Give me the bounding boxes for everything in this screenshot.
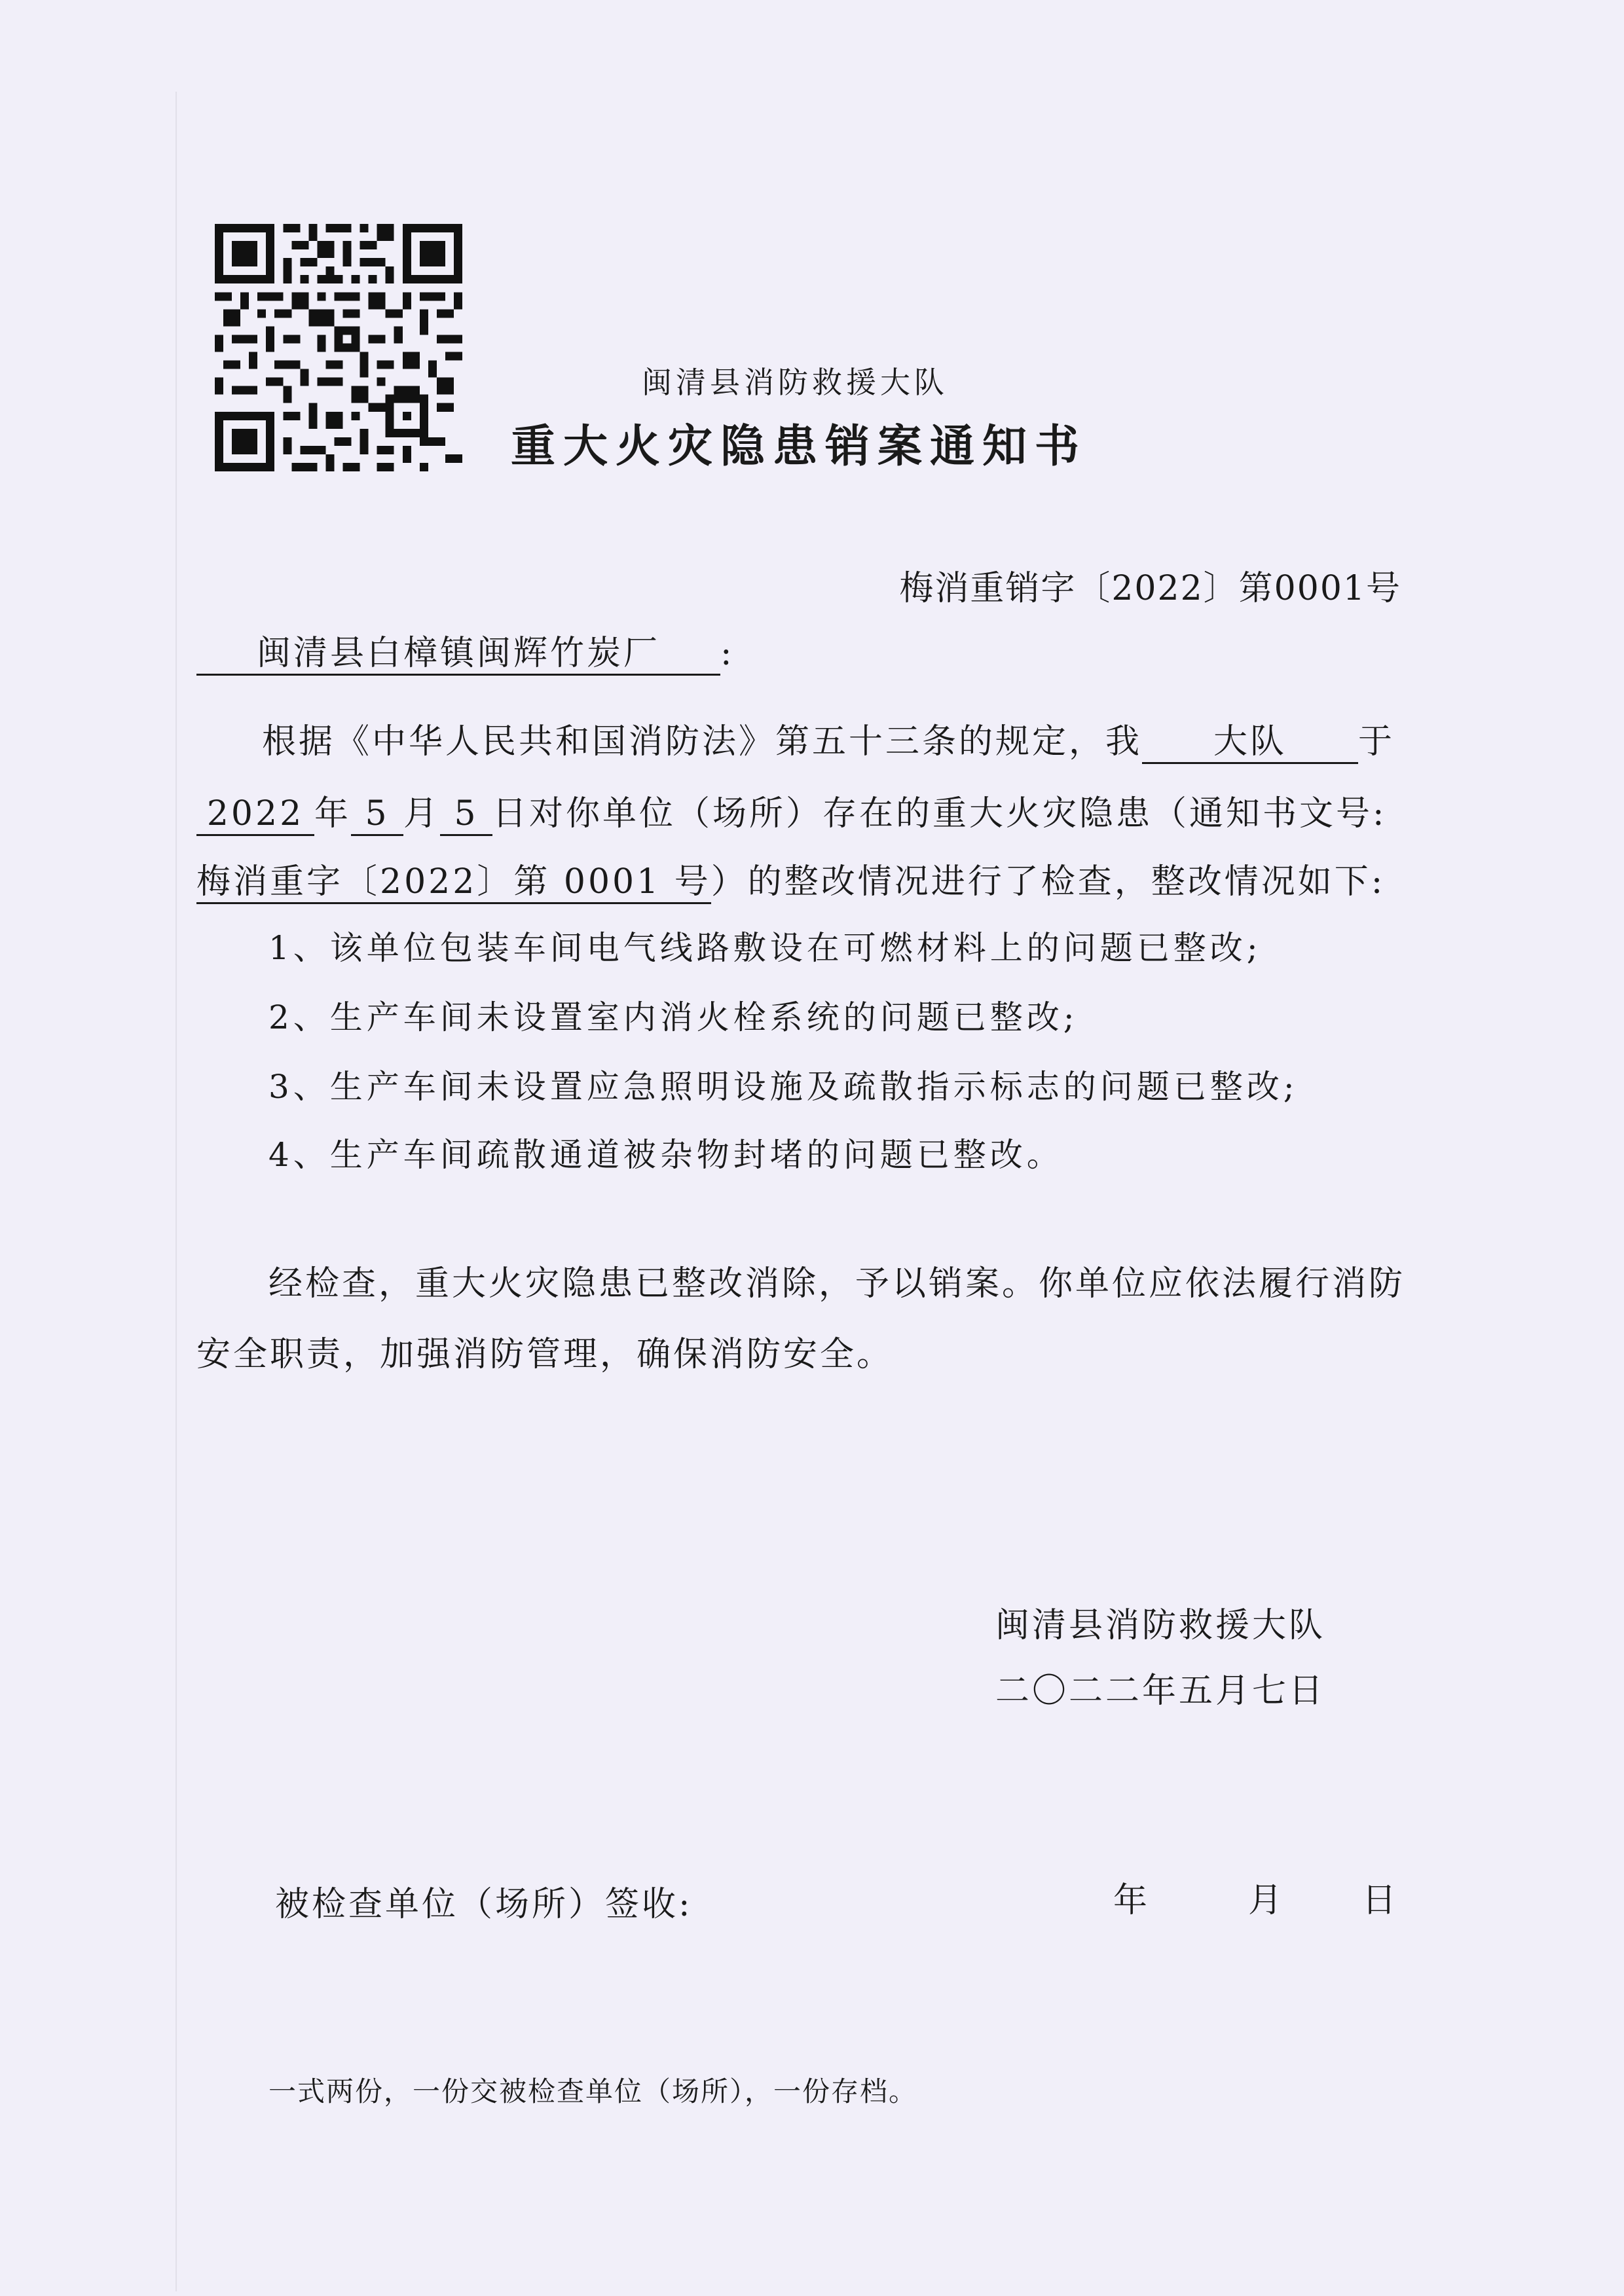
month-field: 5 (351, 795, 403, 836)
addressee-name: 闽清县白樟镇闽辉竹炭厂 (196, 634, 720, 676)
body-paragraph-line-1 (262, 714, 1395, 764)
document-number: 梅消重销字〔2022〕第0001号 (899, 569, 1401, 608)
list-item: 3、生产车间未设置应急照明设施及疏散指示标志的问题已整改; (268, 1068, 1299, 1106)
body-text-3: ）的整改情况进行了检查，整改情况如下: (710, 862, 1386, 902)
list-item: 2、生产车间未设置室内消火栓系统的问题已整改; (268, 998, 1079, 1036)
list-item: 1、该单位包装车间电气线路敷设在可燃材料上的问题已整改; (268, 929, 1262, 967)
body-text-2: 日对你单位（场所）存在的重大火灾隐患（通知书文号: (492, 794, 1387, 833)
day-field: 5 (440, 795, 492, 836)
issuing-agency: 闽清县消防救援大队 (642, 365, 948, 400)
page-edge-shadow (175, 92, 177, 2291)
month-label: 月 (403, 794, 441, 833)
receipt-year-label: 年 (1113, 1881, 1148, 1920)
addressee-colon: : (720, 634, 735, 673)
body-paragraph-line-2 (196, 786, 1387, 836)
body-text-1: 根据《中华人民共和国消防法》第五十三条的规定，我 (262, 722, 1143, 761)
footer-note: 一式两份，一份交被检查单位（场所），一份存档。 (268, 2075, 918, 2107)
body-paragraph-line-3 (196, 854, 1385, 904)
signature-date: 二〇二二年五月七日 (995, 1671, 1326, 1711)
document-title: 重大火灾隐患销案通知书 (511, 421, 1088, 473)
receipt-label: 被检查单位（场所）签收: (275, 1885, 693, 1924)
unit-field: 大队 (1142, 723, 1358, 764)
qr-code-icon (215, 224, 462, 471)
addressee-line (196, 634, 735, 676)
conclusion-line-1: 经检查，重大火灾隐患已整改消除，予以销案。你单位应依法履行消防 (268, 1264, 1406, 1303)
receipt-day-label: 日 (1362, 1881, 1397, 1920)
year-field: 2022 (196, 795, 314, 836)
reference-number: 梅消重字〔2022〕第 0001 号 (196, 863, 711, 904)
receipt-month-label: 月 (1248, 1881, 1283, 1920)
year-label: 年 (314, 794, 352, 833)
list-item: 4、生产车间疏散通道被杂物封堵的问题已整改。 (268, 1136, 1063, 1174)
signature-agency: 闽清县消防救援大队 (995, 1606, 1326, 1645)
body-text-1b: 于 (1358, 722, 1395, 761)
conclusion-line-2: 安全职责，加强消防管理，确保消防安全。 (196, 1335, 894, 1374)
